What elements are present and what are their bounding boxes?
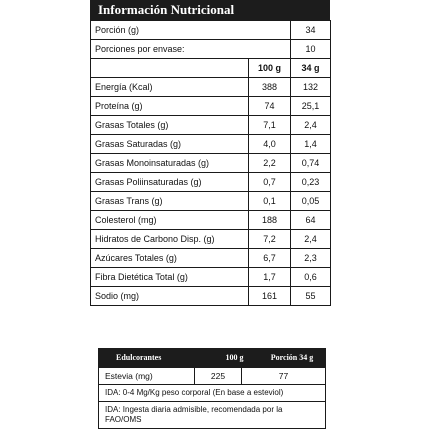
header-34g: 34 g (291, 59, 331, 78)
nutrient-label: Grasas Poliinsaturadas (g) (91, 173, 249, 192)
nutrient-label: Grasas Trans (g) (91, 192, 249, 211)
nutrient-value-34g: 1,4 (291, 135, 331, 154)
nutrient-value-100g: 4,0 (249, 135, 291, 154)
nutrient-value-34g: 55 (291, 287, 331, 306)
nutrient-label: Colesterol (mg) (91, 211, 249, 230)
nutrient-label: Azúcares Totales (g) (91, 249, 249, 268)
nutrient-row (91, 135, 331, 154)
nutrient-row (91, 287, 331, 306)
nutrition-title: Información Nutricional (90, 0, 330, 20)
nutrient-value-34g: 0,74 (291, 154, 331, 173)
sweeteners-head-label: Edulcorantes (116, 353, 162, 362)
nutrient-row (91, 116, 331, 135)
nutrient-value-34g: 0,05 (291, 192, 331, 211)
nutrient-row (91, 268, 331, 287)
nutrient-label: Grasas Monoinsaturadas (g) (91, 154, 249, 173)
ida-definition-note: IDA: Ingesta diaria admisible, recomendada por la FAO/OMS (98, 402, 326, 429)
nutrient-value-100g: 2,2 (249, 154, 291, 173)
servings-row (91, 40, 331, 59)
nutrient-value-100g: 6,7 (249, 249, 291, 268)
servings-value: 10 (291, 40, 331, 59)
ida-range-note: IDA: 0-4 Mg/Kg peso corporal (En base a esteviol) (98, 385, 326, 402)
sweeteners-header (98, 348, 326, 368)
stevia-portion: 77 (241, 368, 325, 384)
nutrient-value-100g: 1,7 (249, 268, 291, 287)
nutrient-value-34g: 132 (291, 78, 331, 97)
nutrient-row (91, 249, 331, 268)
nutrient-label: Grasas Saturadas (g) (91, 135, 249, 154)
nutrient-row (91, 97, 331, 116)
header-100g: 100 g (249, 59, 291, 78)
servings-label: Porciones por envase: (91, 40, 291, 59)
nutrient-value-34g: 0,23 (291, 173, 331, 192)
nutrient-row (91, 192, 331, 211)
sweeteners-head-100g: 100 g (225, 353, 244, 362)
nutrient-value-100g: 7,1 (249, 116, 291, 135)
nutrient-value-34g: 25,1 (291, 97, 331, 116)
nutrient-value-100g: 388 (249, 78, 291, 97)
nutrient-value-100g: 0,7 (249, 173, 291, 192)
header-blank-cell (91, 59, 249, 78)
nutrient-row (91, 154, 331, 173)
stevia-label: Estevia (mg) (105, 371, 153, 381)
sweeteners-panel (98, 348, 326, 429)
stevia-row (98, 368, 326, 385)
nutrient-row (91, 173, 331, 192)
nutrient-value-34g: 2,3 (291, 249, 331, 268)
nutrient-label: Proteína (g) (91, 97, 249, 116)
nutrient-value-100g: 0,1 (249, 192, 291, 211)
nutrient-value-100g: 74 (249, 97, 291, 116)
nutrient-label: Hidratos de Carbono Disp. (g) (91, 230, 249, 249)
nutrient-value-34g: 2,4 (291, 116, 331, 135)
nutrient-label: Grasas Totales (g) (91, 116, 249, 135)
nutrient-value-34g: 0,6 (291, 268, 331, 287)
nutrient-row (91, 230, 331, 249)
nutrient-value-34g: 2,4 (291, 230, 331, 249)
column-header-row (91, 59, 331, 78)
nutrient-value-100g: 7,2 (249, 230, 291, 249)
sweeteners-head-portion: Porción 34 g (270, 353, 314, 362)
nutrient-value-100g: 188 (249, 211, 291, 230)
nutrient-label: Sodio (mg) (91, 287, 249, 306)
nutrient-row (91, 78, 331, 97)
portion-row (91, 21, 331, 40)
nutrient-value-100g: 161 (249, 287, 291, 306)
nutrient-value-34g: 64 (291, 211, 331, 230)
nutrition-table (90, 20, 331, 306)
portion-label: Porción (g) (91, 21, 291, 40)
nutrient-label: Fibra Dietética Total (g) (91, 268, 249, 287)
nutrition-facts-panel (90, 0, 330, 306)
nutrient-label: Energía (Kcal) (91, 78, 249, 97)
stevia-100g: 225 (194, 368, 241, 384)
portion-value: 34 (291, 21, 331, 40)
nutrient-row (91, 211, 331, 230)
